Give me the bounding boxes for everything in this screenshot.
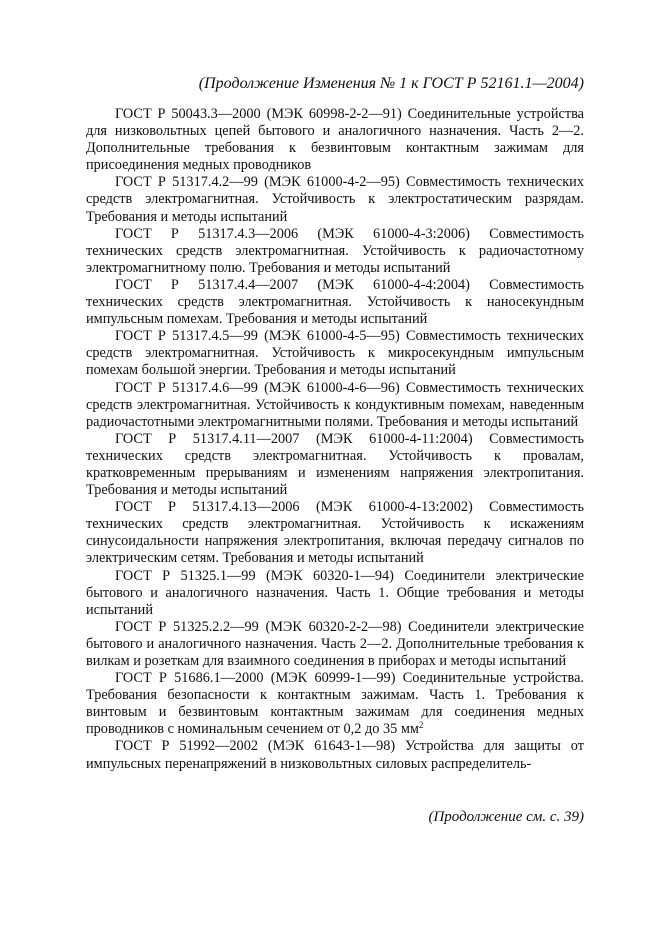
continuation-footer: (Продолжение см. с. 39) <box>428 809 584 825</box>
standard-entry-gost-51317-4-13: ГОСТ Р 51317.4.13—2006 (МЭК 61000-4-13:2002) Совместимость технических средств электромагнитная. Устойчивость к искажениям синусоидальности напряжения электропитания, включая передачу сигналов по электрическим сетям. Требования и методы испытаний <box>86 499 584 567</box>
standard-entry-gost-51325-1: ГОСТ Р 51325.1—99 (МЭК 60320-1—94) Соединители электрические бытового и аналогичного назначения. Часть 1. Общие требования и методы испытаний <box>86 567 584 618</box>
standard-entry-gost-51325-2-2: ГОСТ Р 51325.2.2—99 (МЭК 60320-2-2—98) Соединители электрические бытового и аналогичного назначения. Часть 2—2. Дополнительные требования к вилкам и розеткам для взаимного соединения в приборах и методы испытаний <box>86 618 584 669</box>
standard-entry-text: ГОСТ Р 51686.1—2000 (МЭК 60999-1—99) Соединительные устройства. Требования безопасности к контактным зажимам. Часть 1. Требования к винтовым и безвинтовым контактным зажимам для соединения медных проводников с номинальным сечением от 0,2 до 35 мм <box>86 670 584 738</box>
standard-entry-gost-51317-4-5: ГОСТ Р 51317.4.5—99 (МЭК 61000-4-5—95) Совместимость технических средств электромагнитная. Устойчивость к микросекундным импульсным помехам большой энергии. Требования и методы испытаний <box>86 328 584 379</box>
standard-entry-gost-51317-4-6: ГОСТ Р 51317.4.6—99 (МЭК 61000-4-6—96) Совместимость технических средств электромагнитная. Устойчивость к кондуктивным помехам, наведенным радиочастотными электромагнитными полями. Требования и методы испытаний <box>86 379 584 430</box>
standard-entry-gost-51317-4-4: ГОСТ Р 51317.4.4—2007 (МЭК 61000-4-4:2004) Совместимость технических средств электромагнитная. Устойчивость к наносекундным импульсным помехам. Требования и методы испытаний <box>86 276 584 328</box>
standard-entry-gost-51317-4-3: ГОСТ Р 51317.4.3—2006 (МЭК 61000-4-3:2006) Совместимость технических средств электромагнитная. Устойчивость к радиочастотному электромагнитному полю. Требования и методы испытаний <box>86 225 584 276</box>
standard-entry-gost-51992: ГОСТ Р 51992—2002 (МЭК 61643-1—98) Устройства для защиты от импульсных перенапряжений в низковольтных силовых распределитель- <box>86 738 584 772</box>
standard-entry-gost-51317-4-11: ГОСТ Р 51317.4.11—2007 (МЭК 61000-4-11:2004) Совместимость технических средств электромагнитная. Устойчивость к провалам, кратковременным прерываниям и изменениям напряжения электропитания. Требования и методы испытаний <box>86 430 584 499</box>
continuation-header: (Продолжение Изменения № 1 к ГОСТ Р 52161.1—2004) <box>198 75 584 92</box>
superscript-squared: 2 <box>418 720 424 731</box>
standard-entry-gost-50043-3: ГОСТ Р 50043.3—2000 (МЭК 60998-2-2—91) Соединительные устройства для низковольтных цепей бытового и аналогичного назначения. Часть 2—2. Дополнительные требования к безвинтовым контактным зажимам для присоединения медных проводников <box>86 106 584 174</box>
standard-entry-gost-51317-4-2: ГОСТ Р 51317.4.2—99 (МЭК 61000-4-2—95) Совместимость технических средств электромагнитная. Устойчивость к электростатическим разрядам. Требования и методы испытаний <box>86 174 584 225</box>
standards-list <box>86 106 584 773</box>
standard-entry-gost-51686-1 <box>86 670 584 738</box>
